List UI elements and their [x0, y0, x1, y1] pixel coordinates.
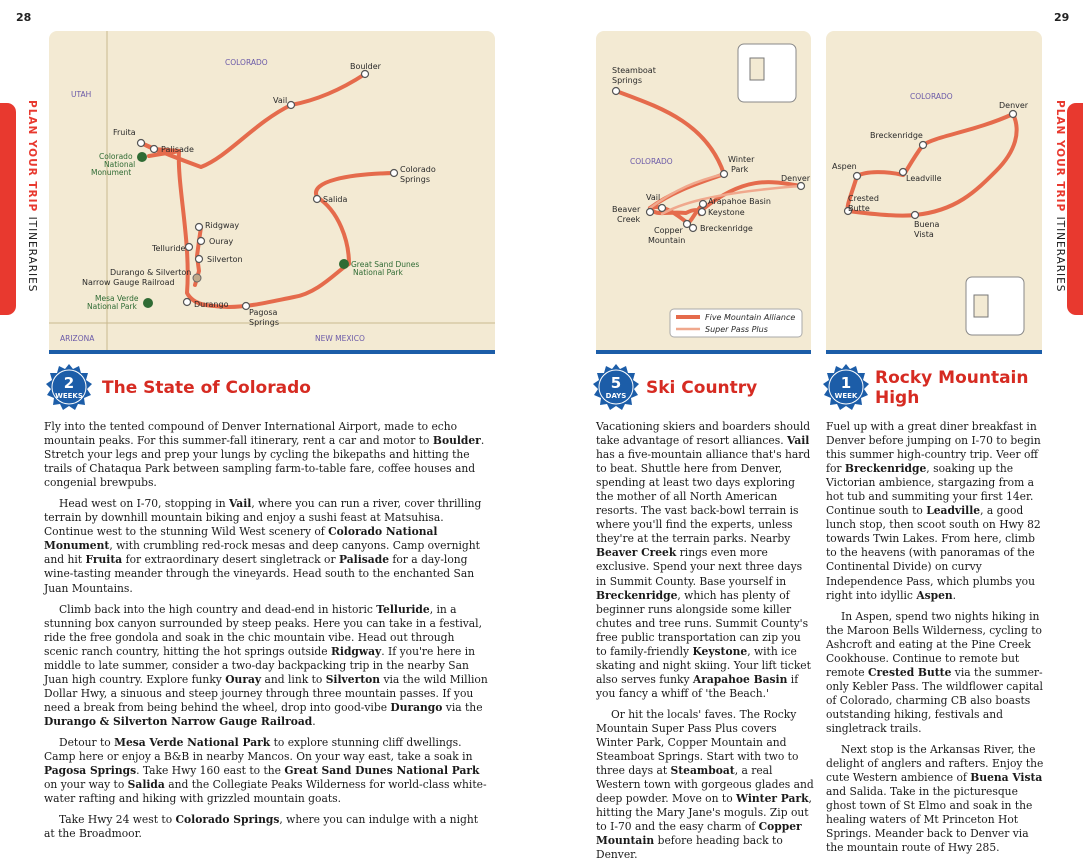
badge-number: 1: [840, 374, 852, 392]
text-run: , where you can run a river, cover thrilling terrain by downhill mountain biking and enjoy a sushi feast at Matsuhisa. Continue west to the stunning Wild West scenery of: [44, 497, 482, 539]
town-winter: Winter: [728, 155, 755, 164]
town-colorado-springs-2: Springs: [400, 175, 430, 184]
title-line-2: High: [875, 388, 920, 408]
text-run: before heading back to Denver.: [596, 834, 783, 862]
place-name: Arapahoe Basin: [692, 672, 788, 686]
town-crested-butte: Butte: [848, 204, 870, 213]
text-run: , a good lunch stop, then scoot south on Hwy 82 towards Twin Lakes. From here, climb to the heavens (with panoramas of the Continental Divide) on curvy Independence Pass, which plumbs you right into idyllic: [826, 504, 1041, 602]
text-run: via the: [442, 700, 483, 714]
town-denver: Denver: [781, 174, 811, 183]
badge-unit: DAYS: [605, 392, 627, 400]
town-beaver-creek: Creek: [617, 215, 641, 224]
text-run: Next stop is the Arkansas River, the delight of anglers and rafters. Enjoy the cute Western ambience of: [826, 743, 1044, 785]
body-rocky-mountain-high: [826, 420, 1044, 855]
paragraph: [826, 420, 1044, 603]
region-utah: UTAH: [71, 90, 92, 99]
place-name: Ouray: [225, 672, 262, 686]
section-title-ski-country: Ski Country: [646, 378, 758, 398]
paragraph: [44, 813, 488, 841]
text-run: has a five-mountain alliance that's hard to beat. Shuttle here from Denver, spending at least two days exploring the mother of all North American resorts. The vast back-bowl terrain is where you'll find the experts, unless they're at the terrain parks. Nearby: [596, 448, 811, 546]
town-steamboat-springs: Springs: [612, 76, 642, 85]
section-tab-left: [0, 103, 16, 315]
town-copper: Copper: [654, 226, 683, 235]
place-name: Breckenridge: [596, 588, 678, 602]
park-mesa-verde-2: National Park: [87, 302, 137, 311]
town-pagosa: Pagosa: [249, 308, 278, 317]
town-boulder: Boulder: [350, 62, 381, 71]
map-state-of-colorado: [49, 31, 495, 351]
park-col-nat-mon-2: National: [104, 160, 136, 169]
body-state-of-colorado: [44, 420, 488, 841]
page-number-left: 28: [16, 11, 32, 24]
inset-colorado-shape: [750, 58, 764, 80]
text-run: . Take Hwy 160 east to the: [136, 764, 285, 778]
place-name: Durango: [390, 700, 443, 714]
town-keystone: Keystone: [708, 208, 745, 217]
town-steamboat: Steamboat: [612, 66, 656, 75]
paragraph: [44, 420, 488, 490]
park-tree-icon: [143, 298, 153, 308]
region-colorado-2: COLORADO: [630, 157, 673, 166]
map2-bar: [596, 350, 811, 354]
text-run: Fuel up with a great diner breakfast in Denver before jumping on I-70 to begin this summer high-country trip. Veer off for: [826, 420, 1041, 476]
town-silverton: Silverton: [207, 255, 243, 264]
text-run: , which has plenty of beginner runs alongside some killer chutes and tree runs. Summit County's free public transportation can zip you to family-friendly: [596, 588, 809, 658]
text-run: and Salida. Take in the picturesque ghost town of St Elmo and soak in the healing waters of Mt Princeton Hot Springs. Meander back to Denver via the mountain route of Hwy 285.: [826, 785, 1033, 855]
badge-number: 5: [610, 374, 622, 392]
paragraph: [826, 610, 1044, 736]
map1-svg: [49, 31, 495, 351]
town-pagosa-springs: Springs: [249, 318, 279, 327]
town-buena-vista: Vista: [914, 230, 934, 239]
town-winter-park: Park: [731, 165, 749, 174]
badge-unit: WEEK: [834, 392, 858, 400]
park-col-nat-mon-3: Monument: [91, 168, 132, 177]
town-vail-2: Vail: [646, 193, 661, 202]
duration-badge-5-days: [592, 363, 640, 411]
place-name: Breckenridge: [844, 462, 927, 476]
town-arapahoe-basin: Arapahoe Basin: [708, 197, 771, 206]
region-arizona: ARIZONA: [60, 334, 95, 343]
paragraph: [44, 603, 488, 729]
text-run: rings even more exclusive. Spend your next three days in Summit County. Base yourself in: [596, 546, 803, 588]
text-run: for extraordinary desert singletrack or: [122, 553, 339, 567]
body-ski-country: [596, 420, 814, 862]
park-mesa-verde: Mesa Verde: [95, 294, 139, 303]
text-run: via the summer-only Kebler Pass. The wildflower capital of Colorado, charming CB also boasts outstanding hiking, festivals and singletrack trails.: [826, 665, 1043, 735]
text-run: , soaking up the Victorian ambience, stargazing from a hot tub and summiting your first 14er. Continue south to: [826, 462, 1034, 518]
text-run: via the wild Million Dollar Hwy, a sinuous and steep journey through three mountain passes. If you need a break from being behind the wheel, drop into good-vibe: [44, 672, 488, 714]
place-name: Aspen: [916, 588, 953, 602]
place-name: Crested Butte: [868, 665, 952, 679]
place-name: Salida: [127, 778, 165, 792]
legend-five-mountain: Five Mountain Alliance: [705, 313, 796, 322]
side-label-rest: ITINERARIES: [26, 212, 38, 293]
text-run: , with crumbling red-rock mesas and deep canyons. Camp overnight and hit: [44, 539, 480, 567]
place-name: Fruita: [85, 553, 123, 567]
title-line-1: Rocky Mountain: [875, 368, 1029, 388]
paragraph: [826, 743, 1044, 855]
place-name: Durango & Silverton Narrow Gauge Railroad: [44, 714, 313, 728]
text-run: Or hit the locals' faves. The Rocky Mountain Super Pass Plus covers Winter Park, Copper Mountain and Steamboat Springs. Start with two to three days at: [596, 707, 799, 778]
text-run: and link to: [261, 672, 326, 686]
text-run: Fly into the tented compound of Denver International Airport, made to echo mountain peaks. For this summer-fall itinerary, rent a car and motor to: [44, 420, 458, 448]
map-legend: [670, 309, 802, 337]
section-tab-right: [1067, 103, 1083, 315]
town-breckenridge-2: Breckenridge: [700, 224, 753, 233]
text-run: , in a stunning box canyon surrounded by steep peaks. Here you can take in a festival, ride the free gondola and soak in the chic mountain vibe. Head out through scenic ranch country, hitting the hot springs outside: [44, 602, 482, 658]
place-name: Copper Mountain: [596, 820, 802, 848]
side-label-left: [22, 100, 38, 300]
legend-super-pass: Super Pass Plus: [705, 325, 768, 334]
place-name: Ridgway: [331, 644, 382, 658]
text-run: Climb back into the high country and dead-end in historic: [59, 602, 377, 616]
text-run: , a real Western town with gorgeous glades and deep powder. Move on to: [596, 764, 814, 806]
text-run: for a day-long wine-tasting meander through the vineyards. Head south to the enchanted San Juan Mountains.: [44, 553, 475, 595]
town-breckenridge-3: Breckenridge: [870, 131, 923, 140]
badge-number: 2: [63, 374, 75, 392]
railroad-icon: [193, 274, 201, 282]
town-buena: Buena: [914, 220, 940, 229]
text-run: In Aspen, spend two nights hiking in the Maroon Bells Wilderness, cycling to Ashcroft and eating at the Pine Creek Cookhouse. Continue to remote but remote: [826, 609, 1042, 679]
map2-svg: [596, 31, 811, 351]
paragraph: [44, 497, 488, 595]
town-narrow-gauge: Narrow Gauge Railroad: [82, 278, 175, 287]
town-durango-silverton: Durango & Silverton: [110, 268, 192, 277]
text-run: .: [952, 588, 957, 602]
town-salida: Salida: [323, 195, 348, 204]
place-name: Buena Vista: [970, 771, 1043, 785]
badge-unit: WEEKS: [55, 392, 83, 400]
text-run: Detour to: [59, 735, 115, 749]
place-name: Leadville: [926, 504, 981, 518]
text-run: and the Collegiate Peaks Wilderness for world-class white-water rafting and hiking with grizzled mountain goats.: [44, 778, 487, 806]
region-colorado-3: COLORADO: [910, 92, 953, 101]
text-run: , where you can indulge with a night at the Broadmoor.: [44, 813, 479, 841]
text-run: .: [312, 714, 316, 728]
inset-colorado-shape: [974, 295, 988, 317]
place-name: Winter Park: [736, 792, 809, 806]
park-tree-icon: [339, 259, 349, 269]
place-name: Silverton: [325, 672, 381, 686]
map-ski-country: [596, 31, 811, 351]
town-denver-3: Denver: [999, 101, 1029, 110]
map3-svg: [826, 31, 1042, 351]
page-number-right: 29: [1054, 11, 1070, 24]
town-ridgway: Ridgway: [205, 221, 240, 230]
duration-badge-1-week: [822, 363, 870, 411]
town-leadville: Leadville: [906, 174, 942, 183]
park-great-sand-dunes: Great Sand Dunes: [351, 260, 420, 269]
map1-bar: [49, 350, 495, 354]
text-run: Head west on I-70, stopping in: [59, 497, 229, 511]
map3-bar: [826, 350, 1042, 354]
duration-badge-2-weeks: [45, 363, 93, 411]
town-colorado-springs: Colorado: [400, 165, 436, 174]
place-name: Boulder: [432, 434, 481, 448]
place-name: Great Sand Dunes National Park: [284, 764, 480, 778]
place-name: Pagosa Springs: [44, 764, 137, 778]
paragraph: [596, 420, 814, 701]
town-crested: Crested: [848, 194, 879, 203]
region-colorado: COLORADO: [225, 58, 268, 67]
place-name: Steamboat: [670, 764, 735, 778]
town-palisade: Palisade: [161, 145, 194, 154]
text-run: Take Hwy 24 west to: [59, 813, 176, 827]
section-title-state-of-colorado: The State of Colorado: [102, 378, 311, 398]
park-col-nat-mon-1: Colorado: [99, 152, 133, 161]
text-run: to explore stunning cliff dwellings. Camp here or enjoy a B&B in nearby Mancos. On your way east, take a soak in: [44, 735, 473, 764]
town-copper-mountain: Mountain: [648, 236, 686, 245]
town-telluride: Telluride: [152, 244, 186, 253]
side-label-strong: PLAN YOUR TRIP: [26, 100, 38, 213]
town-fruita: Fruita: [113, 128, 136, 137]
place-name: Vail: [228, 497, 252, 511]
place-name: Mesa Verde National Park: [114, 735, 271, 749]
town-beaver: Beaver: [612, 205, 641, 214]
town-aspen: Aspen: [832, 162, 857, 171]
side-label-rest: ITINERARIES: [1054, 212, 1066, 293]
text-run: if you fancy a whiff of 'the Beach.': [596, 672, 799, 700]
town-durango: Durango: [194, 300, 229, 309]
text-run: . If you're here in middle to late summer, consider a two-day backpacking trip in the nearby San Juan high country. Explore funky: [44, 644, 476, 686]
paragraph: [596, 708, 814, 862]
park-great-sand-dunes-2: National Park: [353, 268, 403, 277]
side-label-right: [1050, 100, 1066, 300]
town-ouray: Ouray: [209, 237, 234, 246]
side-label-strong: PLAN YOUR TRIP: [1054, 100, 1066, 213]
place-name: Beaver Creek: [596, 546, 677, 560]
place-name: Colorado Springs: [175, 813, 280, 827]
text-run: , with ice skating and night skiing. Your lift ticket also serves funky: [596, 644, 811, 686]
section-title-rocky-mountain-high: [875, 368, 1028, 408]
place-name: Colorado National Monument: [44, 525, 438, 553]
place-name: Palisade: [338, 553, 389, 567]
text-run: . Stretch your legs and prep your lungs by cycling the bikepaths and hitting the trails of Chataqua Park between sampling farm-to-table fare, coffee houses and congenial brewpubs.: [44, 434, 485, 490]
town-vail: Vail: [273, 96, 288, 105]
region-new-mexico: NEW MEXICO: [315, 334, 365, 343]
text-run: Vacationing skiers and boarders should take advantage of resort alliances.: [596, 420, 811, 448]
paragraph: [44, 736, 488, 806]
place-name: Vail: [787, 434, 810, 448]
text-run: on your way to: [44, 778, 128, 792]
park-tree-icon: [137, 152, 147, 162]
map-rocky-mountain-high: [826, 31, 1042, 351]
place-name: Telluride: [376, 602, 430, 616]
inset-locator: [738, 44, 796, 102]
place-name: Keystone: [692, 644, 748, 658]
text-run: , hitting the Mary Jane's moguls. Zip out to I-70 and the easy charm of: [596, 792, 812, 834]
